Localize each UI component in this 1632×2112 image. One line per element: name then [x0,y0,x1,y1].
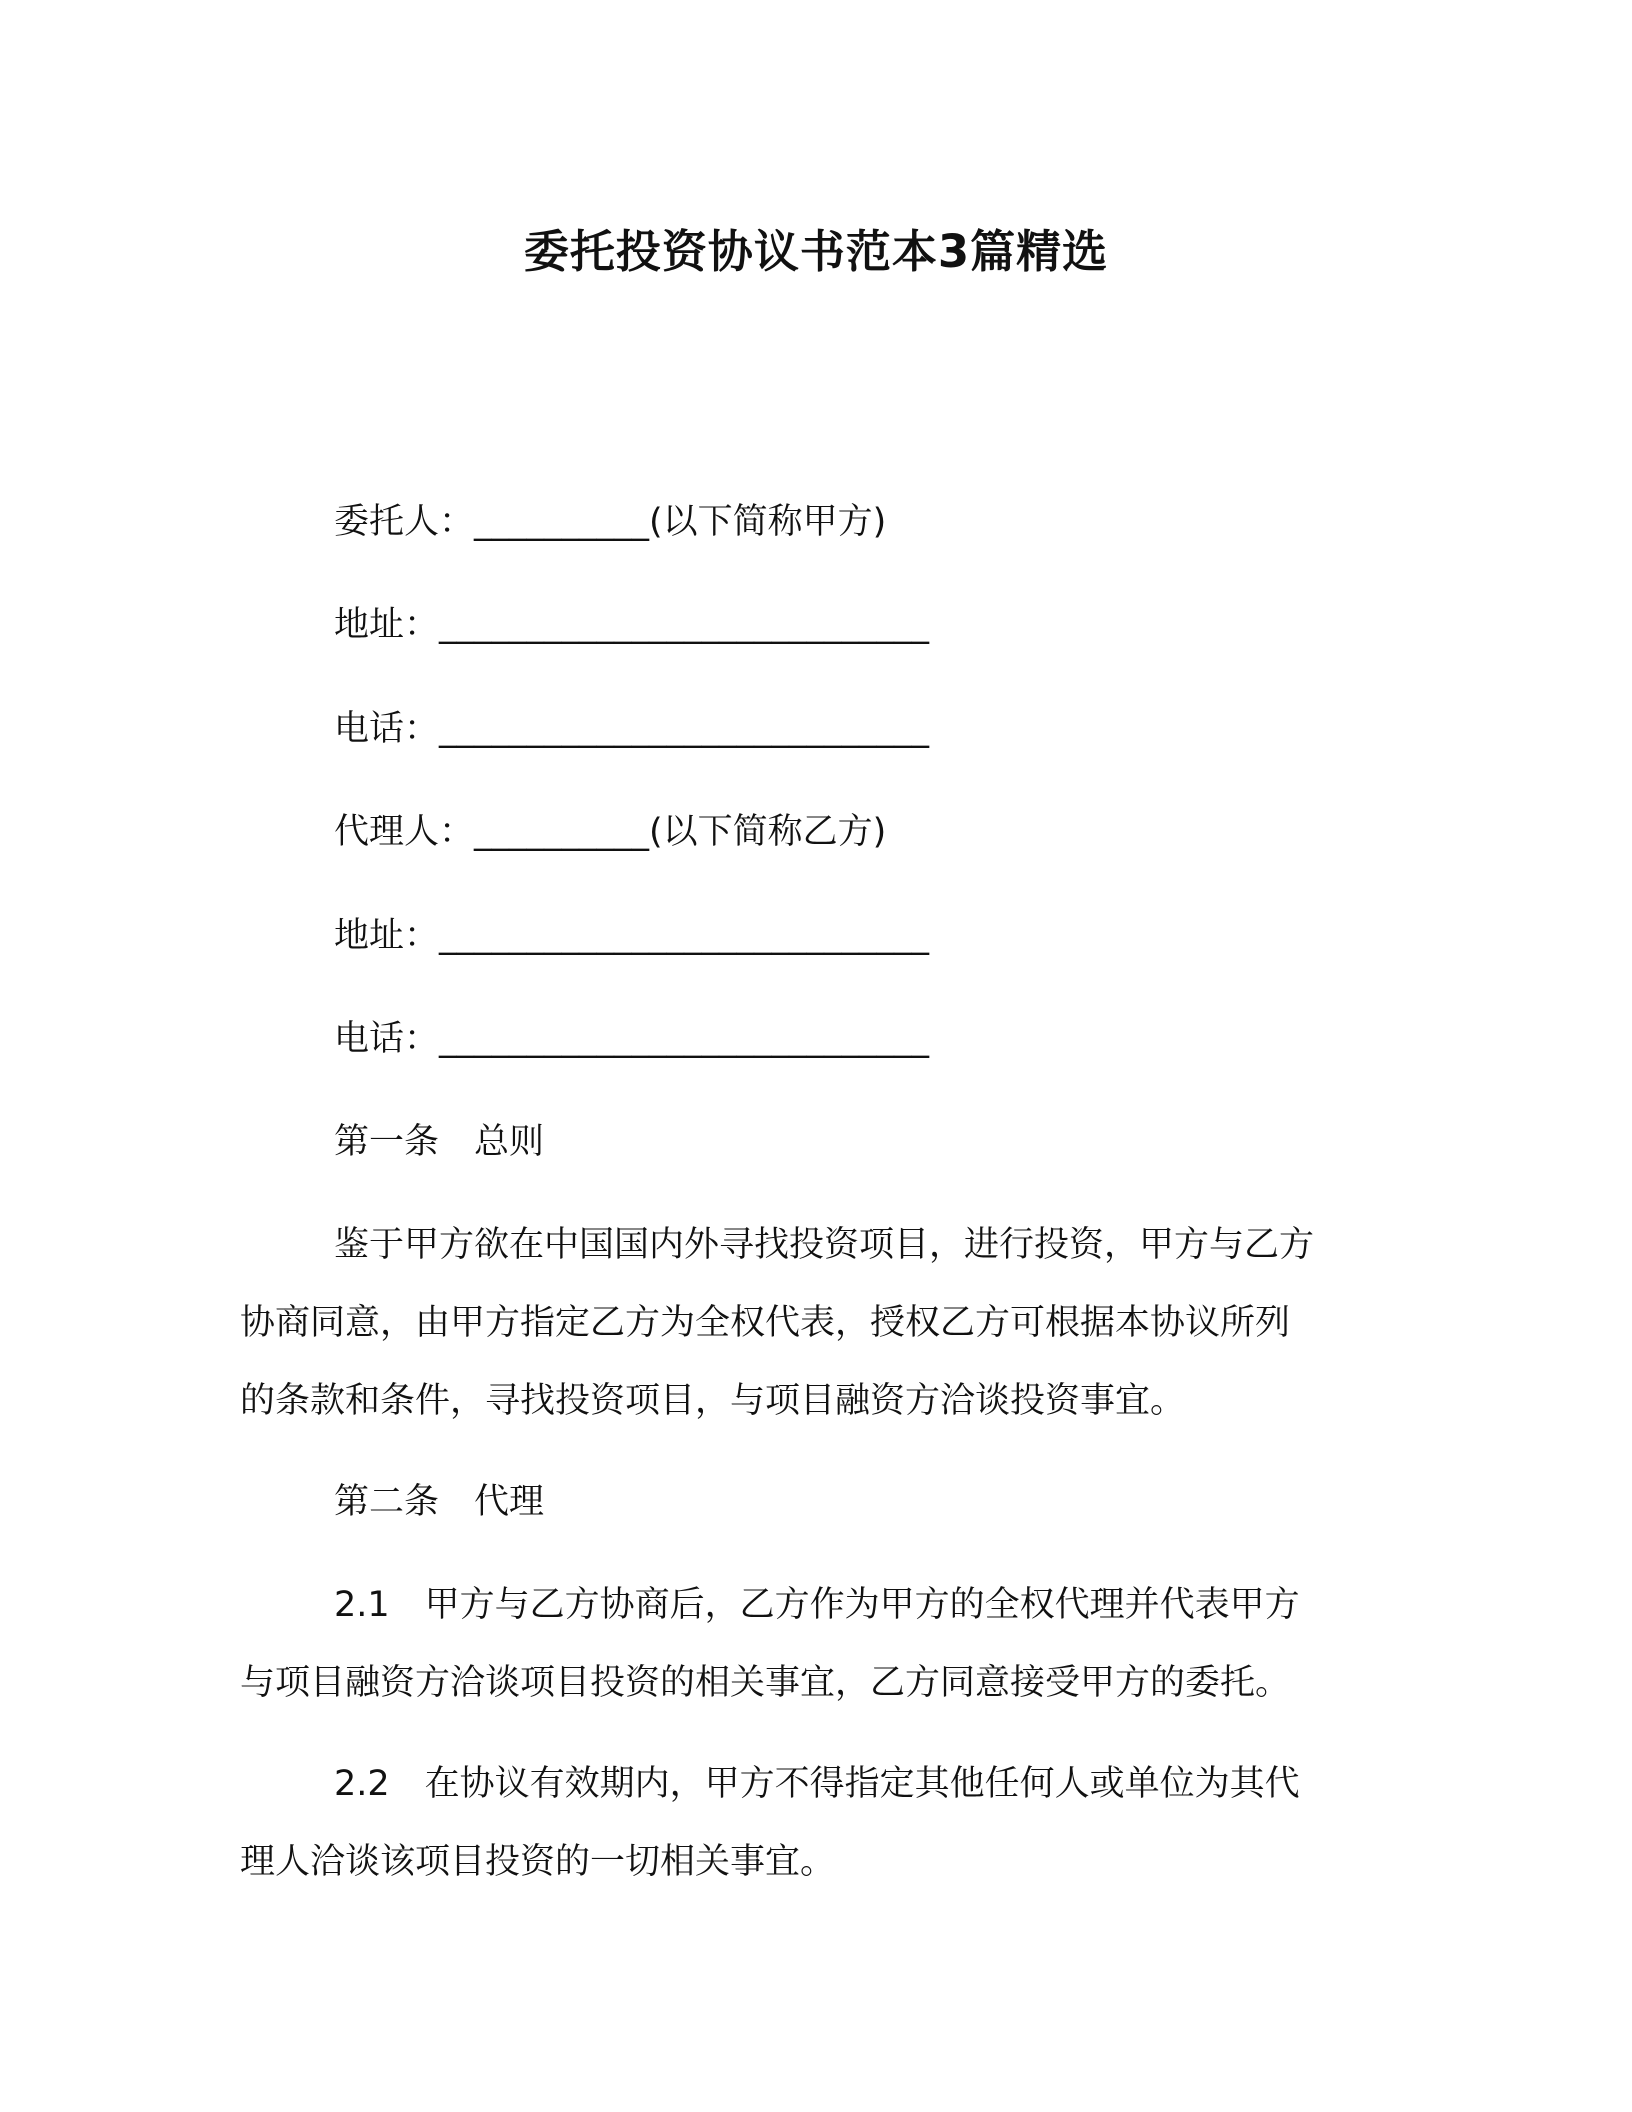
paragraph-line: 协商同意，由甲方指定乙方为全权代表，授权乙方可根据本协议所列 [240,1303,1291,1343]
article-1-paragraph [240,1206,1380,1440]
principal-address-field: 地址：____________________________ [334,605,930,645]
principal-phone-field: 电话：____________________________ [334,709,930,749]
paragraph-line: 与项目融资方洽谈项目投资的相关事宜，乙方同意接受甲方的委托。 [240,1663,1291,1703]
agent-address-field: 地址：____________________________ [334,916,930,956]
paragraph-line: 的条款和条件，寻找投资项目，与项目融资方洽谈投资事宜。 [240,1381,1186,1421]
paragraph-line: 鉴于甲方欲在中国国内外寻找投资项目，进行投资，甲方与乙方 [334,1225,1315,1265]
agent-field: 代理人：__________(以下简称乙方) [334,812,887,852]
article-2-heading: 第二条 代理 [334,1482,545,1522]
agent-phone-field: 电话：____________________________ [334,1019,930,1059]
principal-field: 委托人：__________(以下简称甲方) [334,502,887,542]
paragraph-line: 2.1 甲方与乙方协商后，乙方作为甲方的全权代理并代表甲方 [334,1585,1300,1625]
document-title: 委托投资协议书范本3篇精选 [523,225,1109,278]
clause-2-2-paragraph [240,1745,1380,1901]
paragraph-line: 理人洽谈该项目投资的一切相关事宜。 [240,1842,836,1882]
paragraph-line: 2.2 在协议有效期内，甲方不得指定其他任何人或单位为其代 [334,1764,1300,1804]
article-1-heading: 第一条 总则 [334,1122,545,1162]
clause-2-1-paragraph [240,1566,1380,1722]
